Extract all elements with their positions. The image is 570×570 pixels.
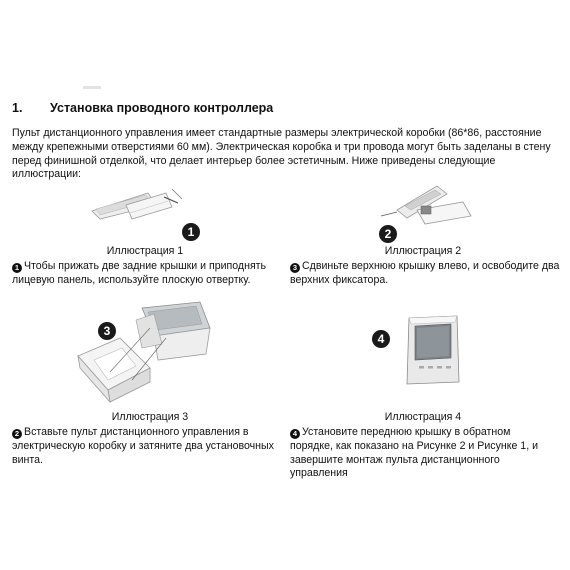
illustration-3-description (12, 426, 277, 467)
intro-paragraph: Пульт дистанционного управления имеет стандартные размеры электрической коробки (86*86, расстояние между крепежными отверстиями 60 мм). Электрическая коробка и три провода могут быть заделаны в стену перед финишной отделкой, что делает интерьер более эстетичным. Ниже приведены следующие иллюстрации: (12, 127, 551, 181)
illustration-2-text: Сдвиньте верхнюю крышку влево, и освободите два верхних фиксатора. (290, 260, 560, 286)
illustration-1-image (88, 183, 188, 223)
section-number: 1. (12, 101, 23, 115)
illustration-3-image (70, 298, 230, 408)
illustration-1-caption: Иллюстрация 1 (106, 245, 184, 257)
section-title: Установка проводного контроллера (50, 101, 274, 115)
illustration-1-description (12, 260, 277, 288)
bullet-4-icon: 4 (290, 429, 300, 439)
illustration-3-caption: Иллюстрация 3 (111, 411, 189, 423)
bullet-1-icon: 1 (12, 263, 22, 273)
illustration-2-description (290, 260, 560, 288)
illustration-4-caption: Иллюстрация 4 (384, 411, 462, 423)
illustration-2-caption: Иллюстрация 2 (384, 245, 462, 257)
marker-1: 1 (182, 223, 200, 241)
marker-3: 3 (98, 322, 116, 340)
bullet-3-icon: 3 (290, 263, 300, 273)
illustration-3-text: Вставьте пульт дистанционного управления в электрическую коробку и затяните два установочных винта. (12, 426, 274, 466)
illustration-1-text: Чтобы прижать две задние крышки и приподнять лицевую панель, используйте плоскую отвертку. (12, 260, 267, 286)
section-heading (12, 101, 273, 115)
scan-artifact (83, 86, 101, 89)
marker-4: 4 (372, 330, 390, 348)
illustration-4-description (290, 426, 555, 481)
bullet-2-icon: 2 (12, 429, 22, 439)
illustration-2-image (375, 180, 475, 230)
marker-2: 2 (379, 225, 397, 243)
illustration-4-text: Установите переднюю крышку в обратном порядке, как показано на Рисунке 2 и Рисунке 1, и завершите монтаж пульта дистанционного управления (290, 426, 539, 480)
illustration-4-image (395, 312, 465, 392)
